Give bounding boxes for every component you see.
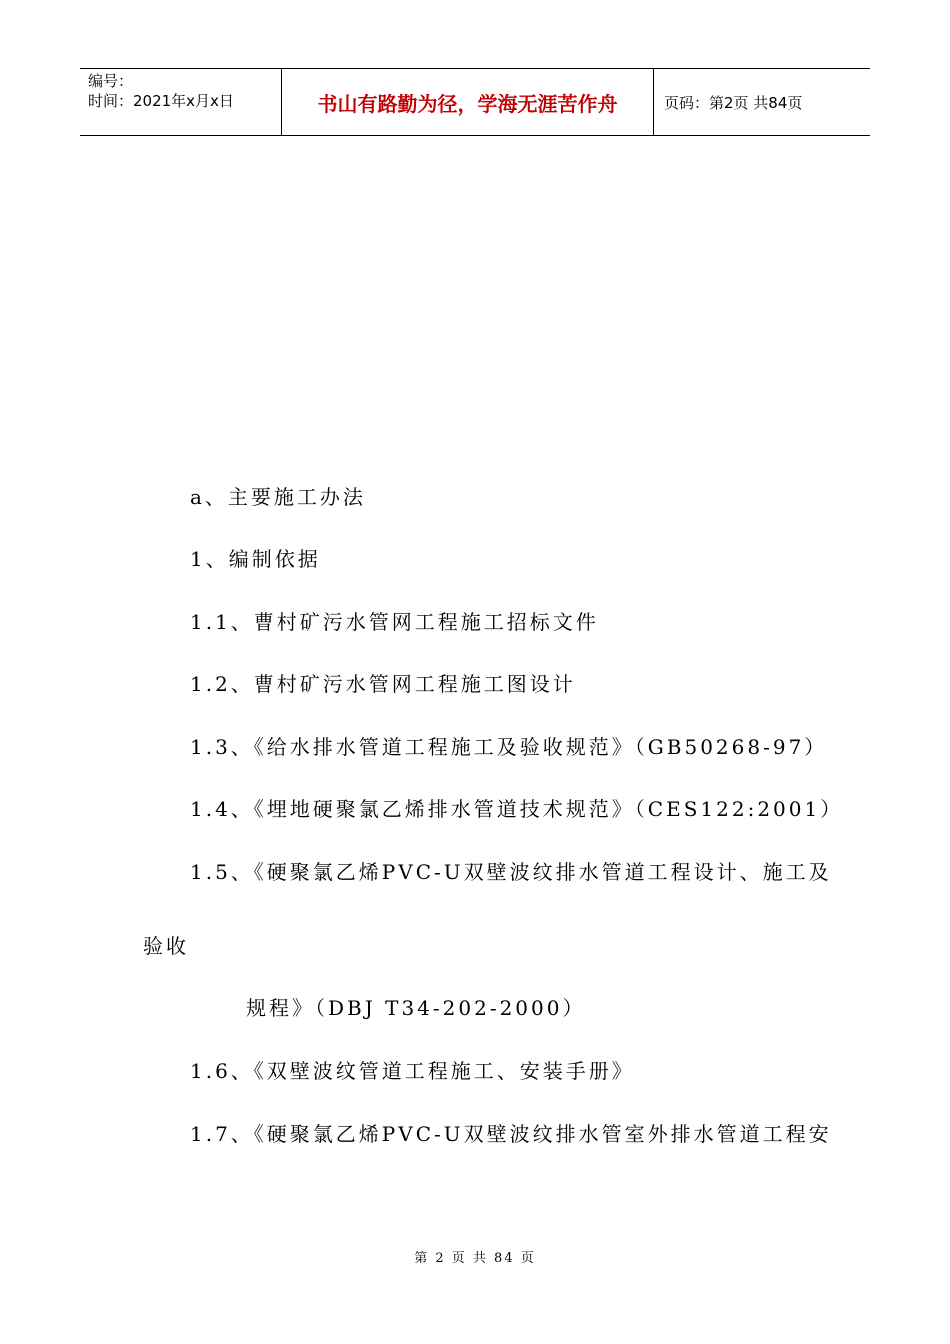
page-header bbox=[80, 68, 870, 136]
basis-item-1-4: 1.4、《埋地硬聚氯乙烯排水管道技术规范》（CES122:2001） bbox=[190, 797, 844, 821]
header-motto: 书山有路勤为径，学海无涯苦作舟 bbox=[317, 91, 618, 116]
section-heading: a、主要施工办法 bbox=[190, 485, 366, 509]
basis-item-1-5: 1.5、《硬聚氯乙烯PVC-U双壁波纹排水管道工程设计、施工及 bbox=[190, 860, 832, 884]
document-number-label: 编号： bbox=[88, 72, 134, 90]
header-meta-cell bbox=[80, 69, 282, 135]
page-footer: 第 2 页 共 84 页 bbox=[414, 1251, 536, 1266]
header-page-cell bbox=[654, 69, 870, 135]
basis-item-1-6: 1.6、《双壁波纹管道工程施工、安装手册》 bbox=[190, 1059, 635, 1083]
document-time-label: 时间：2021年x月x日 bbox=[88, 92, 234, 110]
header-motto-cell bbox=[282, 69, 654, 135]
basis-item-1-7: 1.7、《硬聚氯乙烯PVC-U双壁波纹排水管室外排水管道工程安 bbox=[190, 1122, 832, 1146]
basis-item-1-3: 1.3、《给水排水管道工程施工及验收规范》（GB50268-97） bbox=[190, 735, 828, 759]
basis-item-1-1: 1.1、曹村矿污水管网工程施工招标文件 bbox=[190, 610, 599, 634]
subsection-heading: 1、编制依据 bbox=[190, 547, 321, 571]
header-page-info: 页码：第2页 共84页 bbox=[664, 93, 803, 112]
basis-item-1-5-continued-2: 规程》（DBJ T34-202-2000） bbox=[246, 996, 586, 1020]
basis-item-1-2: 1.2、曹村矿污水管网工程施工图设计 bbox=[190, 672, 576, 696]
basis-item-1-5-continued: 验收 bbox=[143, 934, 189, 958]
